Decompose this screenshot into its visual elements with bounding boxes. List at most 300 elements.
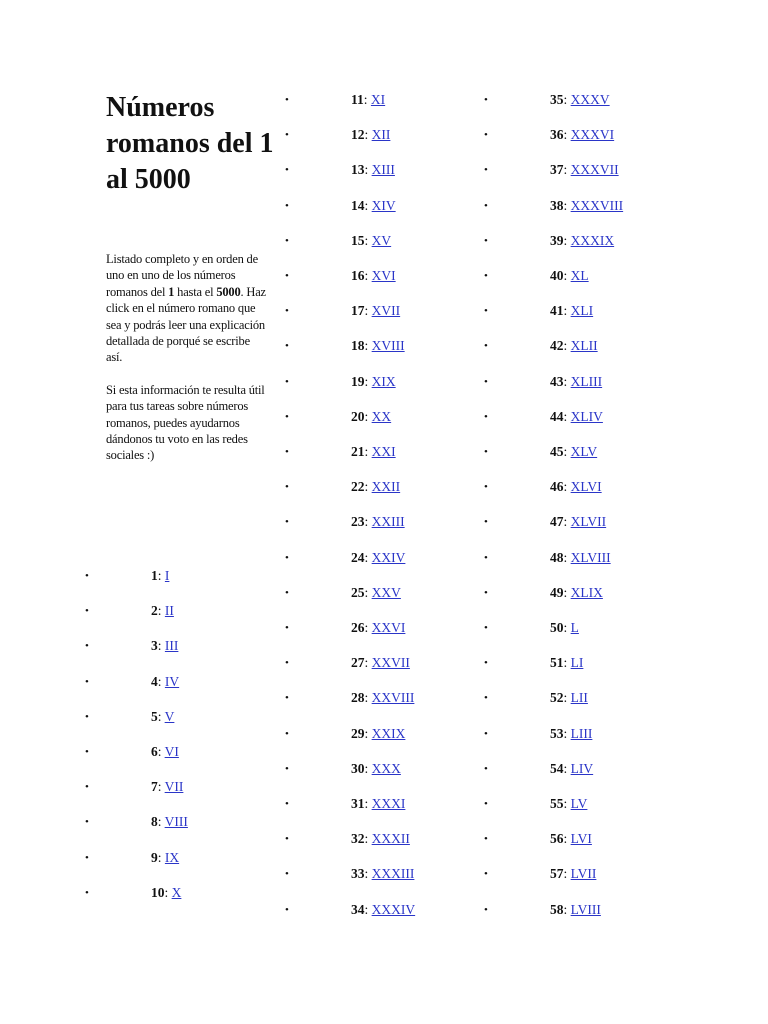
arabic-number: 16 — [351, 268, 365, 283]
roman-numeral-link[interactable]: XVII — [371, 303, 401, 319]
roman-numeral-link[interactable]: LII — [570, 690, 588, 706]
roman-numeral-link[interactable]: XLV — [570, 444, 598, 459]
bullet-icon: • — [285, 516, 289, 529]
roman-numeral-link[interactable]: XXIX — [371, 725, 406, 741]
numeral-entry — [151, 848, 179, 868]
list-item — [285, 512, 465, 532]
roman-numeral-link[interactable]: XI — [370, 92, 386, 107]
roman-numeral-link[interactable]: XIII — [371, 162, 395, 178]
numeral-entry — [550, 618, 579, 638]
arabic-number: 18 — [351, 338, 365, 354]
separator: : — [364, 831, 372, 847]
separator: : — [563, 92, 571, 107]
roman-numeral-link[interactable]: XLVII — [570, 514, 607, 530]
list-item — [484, 160, 664, 180]
arabic-number: 28 — [351, 690, 365, 706]
list-item — [85, 601, 265, 621]
list-item — [484, 583, 664, 603]
arabic-number: 44 — [550, 408, 564, 424]
roman-numeral-link[interactable]: III — [164, 638, 179, 654]
roman-numeral-link[interactable]: XXXVII — [570, 162, 619, 178]
arabic-number: 48 — [550, 549, 564, 565]
bullet-icon: • — [285, 586, 289, 599]
numeral-entry — [351, 864, 414, 884]
separator: : — [563, 514, 571, 530]
roman-numeral-link[interactable]: XXXVI — [570, 127, 615, 143]
numeral-entry — [351, 900, 415, 920]
list-item — [285, 653, 465, 673]
bullet-icon: • — [285, 692, 289, 705]
numeral-entry — [351, 442, 396, 462]
numeral-entry — [550, 336, 598, 356]
separator: : — [364, 584, 372, 600]
roman-numeral-link[interactable]: XLII — [570, 338, 598, 354]
separator: : — [563, 760, 571, 776]
arabic-number: 26 — [351, 620, 365, 635]
arabic-number: 24 — [351, 549, 365, 565]
separator: : — [364, 444, 372, 459]
numeral-entry — [351, 90, 385, 110]
arabic-number: 42 — [550, 338, 564, 354]
separator: : — [157, 638, 165, 654]
separator: : — [364, 373, 372, 389]
list-item — [85, 777, 265, 797]
arabic-number: 40 — [550, 268, 564, 283]
numeral-entry — [550, 759, 593, 779]
roman-numeral-link[interactable]: XLIV — [570, 408, 603, 424]
list-item — [285, 407, 465, 427]
numeral-entry — [351, 548, 405, 568]
numeral-entry — [550, 477, 602, 497]
numeral-entry — [151, 672, 179, 692]
bullet-icon: • — [285, 762, 289, 775]
bullet-icon: • — [85, 570, 89, 582]
separator: : — [157, 849, 165, 865]
separator: : — [563, 338, 571, 354]
list-item — [85, 883, 265, 903]
arabic-number: 5 — [151, 708, 158, 724]
bullet-icon: • — [484, 305, 488, 318]
roman-numeral-link[interactable]: XXI — [371, 444, 396, 459]
bullet-icon: • — [85, 781, 89, 794]
numeral-entry — [550, 829, 592, 849]
numeral-entry — [351, 688, 414, 708]
list-item — [85, 848, 265, 868]
intro-bold-start: 1 — [168, 284, 175, 299]
separator: : — [364, 549, 372, 565]
bullet-icon: • — [85, 816, 89, 829]
bullet-icon: • — [285, 410, 289, 423]
roman-numeral-link[interactable]: XXVI — [371, 620, 406, 635]
arabic-number: 21 — [351, 444, 365, 459]
roman-numeral-link[interactable]: XXXVIII — [570, 197, 624, 213]
arabic-number: 46 — [550, 479, 564, 495]
roman-numeral-link[interactable]: XLIX — [570, 584, 603, 600]
roman-numeral-link[interactable]: XX — [371, 408, 392, 424]
list-item — [484, 196, 664, 216]
roman-numeral-link[interactable]: X — [171, 884, 182, 900]
arabic-number: 14 — [351, 197, 365, 213]
list-item — [285, 724, 465, 744]
roman-numeral-link[interactable]: XXVII — [371, 655, 410, 671]
separator: : — [157, 814, 165, 830]
arabic-number: 23 — [351, 514, 365, 530]
numeral-entry — [151, 812, 188, 832]
list-item — [285, 794, 465, 814]
separator: : — [157, 708, 165, 724]
arabic-number: 15 — [351, 232, 365, 248]
numeral-entry — [550, 442, 597, 462]
separator: : — [563, 584, 571, 600]
separator: : — [164, 884, 172, 900]
bullet-icon: • — [484, 833, 488, 846]
numeral-entry — [550, 407, 603, 427]
separator: : — [364, 303, 372, 319]
numeral-entry — [550, 548, 611, 568]
separator: : — [563, 690, 571, 706]
arabic-number: 49 — [550, 584, 564, 600]
arabic-number: 39 — [550, 232, 564, 248]
separator: : — [364, 514, 372, 530]
separator: : — [563, 725, 571, 741]
roman-numeral-link[interactable]: XVI — [371, 268, 396, 283]
list-item — [484, 688, 664, 708]
separator: : — [157, 568, 165, 583]
numeral-entry — [550, 196, 623, 216]
bullet-icon: • — [285, 657, 289, 670]
arabic-number: 3 — [151, 638, 158, 654]
roman-numeral-link[interactable]: VIII — [164, 814, 188, 830]
separator: : — [364, 197, 372, 213]
numeral-entry — [550, 231, 614, 251]
separator: : — [563, 620, 571, 635]
list-item — [484, 759, 664, 779]
numeral-entry — [351, 266, 396, 286]
list-item — [484, 512, 664, 532]
numeral-entry — [550, 266, 589, 286]
arabic-number: 51 — [550, 655, 564, 671]
separator: : — [563, 268, 571, 283]
separator: : — [364, 338, 372, 354]
numeral-entry — [550, 160, 619, 180]
intro-text-part: Listado completo y en orden de uno en uno de los números romanos del — [106, 252, 258, 299]
list-item — [285, 90, 465, 110]
list-item — [285, 829, 465, 849]
roman-numeral-link[interactable]: VI — [164, 744, 179, 759]
arabic-number: 34 — [351, 901, 365, 917]
bullet-icon: • — [484, 446, 488, 458]
arabic-number: 19 — [351, 373, 365, 389]
intro-bold-end: 5000 — [216, 284, 241, 299]
roman-numeral-link[interactable]: LVI — [570, 831, 592, 847]
roman-numeral-link[interactable]: XXXIX — [570, 232, 615, 248]
roman-numeral-link[interactable]: II — [164, 603, 174, 619]
roman-numeral-link[interactable]: XVIII — [371, 338, 405, 354]
numeral-entry — [550, 512, 606, 532]
list-item — [285, 231, 465, 251]
roman-numeral-link[interactable]: XXX — [371, 760, 401, 776]
roman-numeral-link[interactable]: LIV — [570, 760, 594, 776]
bullet-icon: • — [484, 868, 488, 881]
arabic-number: 56 — [550, 831, 564, 847]
numeral-entry — [351, 759, 401, 779]
bullet-icon: • — [285, 270, 289, 282]
roman-numeral-link[interactable]: LV — [570, 796, 588, 811]
bullet-icon: • — [484, 727, 488, 740]
bullet-icon: • — [484, 94, 488, 106]
list-item — [285, 583, 465, 603]
numeral-entry — [550, 653, 583, 673]
roman-numeral-link[interactable]: XLVIII — [570, 549, 611, 565]
bullet-icon: • — [484, 340, 488, 353]
separator: : — [563, 444, 571, 459]
intro-text — [106, 251, 266, 480]
list-item — [285, 125, 465, 145]
separator: : — [364, 620, 372, 635]
numeral-entry — [351, 336, 405, 356]
bullet-icon: • — [85, 851, 89, 864]
list-item — [484, 336, 664, 356]
roman-numeral-link[interactable]: XXV — [371, 584, 401, 600]
numeral-entry — [151, 566, 169, 586]
arabic-number: 13 — [351, 162, 365, 178]
bullet-icon: • — [484, 164, 488, 177]
intro-paragraph-1 — [106, 251, 266, 366]
arabic-number: 52 — [550, 690, 564, 706]
intro-text-part: . Haz click en el número romano que sea y podrás leer una explicación detallada de porqué se escribe así. — [106, 284, 266, 365]
roman-numeral-link[interactable]: XIV — [371, 197, 396, 213]
list-item — [484, 301, 664, 321]
bullet-icon: • — [484, 622, 488, 634]
separator: : — [364, 796, 372, 811]
bullet-icon: • — [285, 234, 289, 247]
list-item — [484, 477, 664, 497]
roman-numeral-link[interactable]: L — [570, 620, 579, 635]
list-item — [484, 90, 664, 110]
list-item — [484, 548, 664, 568]
roman-numeral-link[interactable]: XL — [570, 268, 589, 283]
arabic-number: 8 — [151, 814, 158, 830]
numeral-entry — [151, 883, 181, 903]
numeral-entry — [351, 794, 405, 814]
list-item — [285, 301, 465, 321]
list-item — [285, 442, 465, 462]
bullet-icon: • — [484, 270, 488, 282]
separator: : — [563, 408, 571, 424]
roman-numeral-link[interactable]: VII — [164, 779, 184, 795]
arabic-number: 33 — [351, 866, 365, 882]
roman-numeral-link[interactable]: XXXV — [570, 92, 610, 107]
numeral-entry — [550, 900, 601, 920]
separator: : — [363, 92, 371, 107]
roman-numeral-link[interactable]: LVIII — [570, 901, 601, 917]
numeral-entry — [151, 601, 174, 621]
roman-numeral-link[interactable]: I — [164, 568, 170, 583]
separator: : — [563, 655, 571, 671]
bullet-icon: • — [484, 903, 488, 916]
roman-numeral-link[interactable]: XXVIII — [371, 690, 415, 706]
list-item — [285, 688, 465, 708]
separator: : — [563, 197, 571, 213]
bullet-icon: • — [484, 234, 488, 247]
separator: : — [157, 603, 165, 619]
list-item — [285, 618, 465, 638]
list-item — [484, 231, 664, 251]
list-item — [285, 477, 465, 497]
roman-numeral-link[interactable]: XXII — [371, 479, 401, 495]
numeral-entry — [550, 125, 614, 145]
roman-numeral-link[interactable]: LIII — [570, 725, 593, 741]
list-item — [85, 812, 265, 832]
list-item — [285, 266, 465, 286]
bullet-icon: • — [285, 551, 289, 564]
arabic-number: 11 — [351, 92, 364, 107]
list-item — [484, 618, 664, 638]
list-item — [484, 442, 664, 462]
arabic-number: 2 — [151, 603, 158, 619]
arabic-number: 22 — [351, 479, 365, 495]
list-item — [484, 266, 664, 286]
list-item — [484, 829, 664, 849]
separator: : — [364, 725, 372, 741]
roman-numeral-link[interactable]: LI — [570, 655, 584, 671]
arabic-number: 53 — [550, 725, 564, 741]
numeral-entry — [550, 583, 603, 603]
arabic-number: 30 — [351, 760, 365, 776]
bullet-icon: • — [85, 675, 89, 688]
roman-numeral-link[interactable]: V — [164, 708, 175, 724]
list-item — [285, 160, 465, 180]
bullet-icon: • — [285, 903, 289, 916]
separator: : — [563, 479, 571, 495]
numeral-entry — [351, 477, 400, 497]
roman-numeral-link[interactable]: XXIV — [371, 549, 406, 565]
list-item — [285, 759, 465, 779]
bullet-icon: • — [484, 692, 488, 705]
list-item — [85, 636, 265, 656]
numeral-entry — [351, 160, 395, 180]
bullet-icon: • — [484, 375, 488, 388]
roman-numeral-link[interactable]: XLVI — [570, 479, 602, 495]
bullet-icon: • — [285, 727, 289, 740]
separator: : — [563, 373, 571, 389]
roman-numeral-link[interactable]: XII — [371, 127, 391, 143]
arabic-number: 57 — [550, 866, 564, 882]
numeral-entry — [351, 724, 405, 744]
arabic-number: 37 — [550, 162, 564, 178]
roman-numeral-link[interactable]: IX — [164, 849, 180, 865]
bullet-icon: • — [285, 375, 289, 388]
numeral-entry — [550, 90, 610, 110]
bullet-icon: • — [85, 605, 89, 618]
arabic-number: 12 — [351, 127, 365, 143]
separator: : — [364, 232, 372, 248]
bullet-icon: • — [484, 516, 488, 529]
arabic-number: 58 — [550, 901, 564, 917]
numeral-entry — [151, 742, 179, 762]
list-item — [484, 653, 664, 673]
numeral-entry — [550, 301, 593, 321]
intro-paragraph-2: Si esta información te resulta útil para tus tareas sobre números romanos, puedes ayudarnos dándonos tu voto en las redes sociales :) — [106, 382, 265, 463]
arabic-number: 55 — [550, 796, 564, 811]
roman-numeral-link[interactable]: IV — [164, 673, 180, 689]
separator: : — [563, 549, 571, 565]
page-title: Números romanos del 1 al 5000 — [106, 92, 274, 195]
numeral-entry — [550, 724, 592, 744]
list-item — [285, 900, 465, 920]
bullet-icon: • — [484, 798, 488, 810]
separator: : — [364, 162, 372, 178]
numeral-entry — [351, 231, 391, 251]
bullet-icon: • — [484, 551, 488, 564]
roman-numeral-link[interactable]: XIX — [371, 373, 396, 389]
arabic-number: 27 — [351, 655, 365, 671]
numeral-entry — [550, 372, 602, 392]
arabic-number: 38 — [550, 197, 564, 213]
arabic-number: 45 — [550, 444, 564, 459]
arabic-number: 1 — [151, 568, 158, 583]
list-item — [85, 742, 265, 762]
arabic-number: 36 — [550, 127, 564, 143]
separator: : — [364, 479, 372, 495]
arabic-number: 50 — [550, 620, 564, 635]
numeral-entry — [351, 618, 405, 638]
roman-numeral-link[interactable]: XXIII — [371, 514, 405, 530]
numeral-entry — [550, 794, 587, 814]
bullet-icon: • — [484, 481, 488, 494]
bullet-icon: • — [285, 305, 289, 318]
roman-numeral-link[interactable]: XXXIII — [371, 866, 415, 882]
bullet-icon: • — [285, 129, 289, 142]
numeral-entry — [550, 864, 596, 884]
roman-numeral-link[interactable]: XXXIV — [371, 901, 416, 917]
arabic-number: 7 — [151, 779, 158, 795]
arabic-number: 25 — [351, 584, 365, 600]
separator: : — [364, 901, 372, 917]
bullet-icon: • — [285, 622, 289, 634]
list-item — [285, 196, 465, 216]
bullet-icon: • — [484, 657, 488, 670]
bullet-icon: • — [285, 164, 289, 177]
list-item — [484, 794, 664, 814]
numeral-entry — [351, 125, 390, 145]
list-item — [484, 125, 664, 145]
list-item — [484, 864, 664, 884]
numeral-entry — [151, 707, 174, 727]
roman-numeral-link[interactable]: XLIII — [570, 373, 603, 389]
separator: : — [364, 268, 372, 283]
roman-numeral-link[interactable]: XLI — [570, 303, 594, 319]
arabic-number: 41 — [550, 303, 564, 319]
numeral-entry — [351, 372, 396, 392]
numeral-entry — [151, 636, 178, 656]
roman-numeral-link[interactable]: XV — [371, 232, 392, 248]
bullet-icon: • — [285, 833, 289, 846]
roman-numeral-link[interactable]: XXXI — [371, 796, 406, 811]
list-item — [285, 864, 465, 884]
list-item — [85, 566, 265, 586]
separator: : — [157, 673, 165, 689]
bullet-icon: • — [285, 94, 289, 106]
separator: : — [157, 779, 165, 795]
roman-numeral-link[interactable]: XXXII — [371, 831, 410, 847]
numeral-entry — [550, 688, 588, 708]
bullet-icon: • — [285, 798, 289, 810]
roman-numeral-link[interactable]: LVII — [570, 866, 597, 882]
bullet-icon: • — [285, 446, 289, 458]
arabic-number: 54 — [550, 760, 564, 776]
list-item — [85, 672, 265, 692]
